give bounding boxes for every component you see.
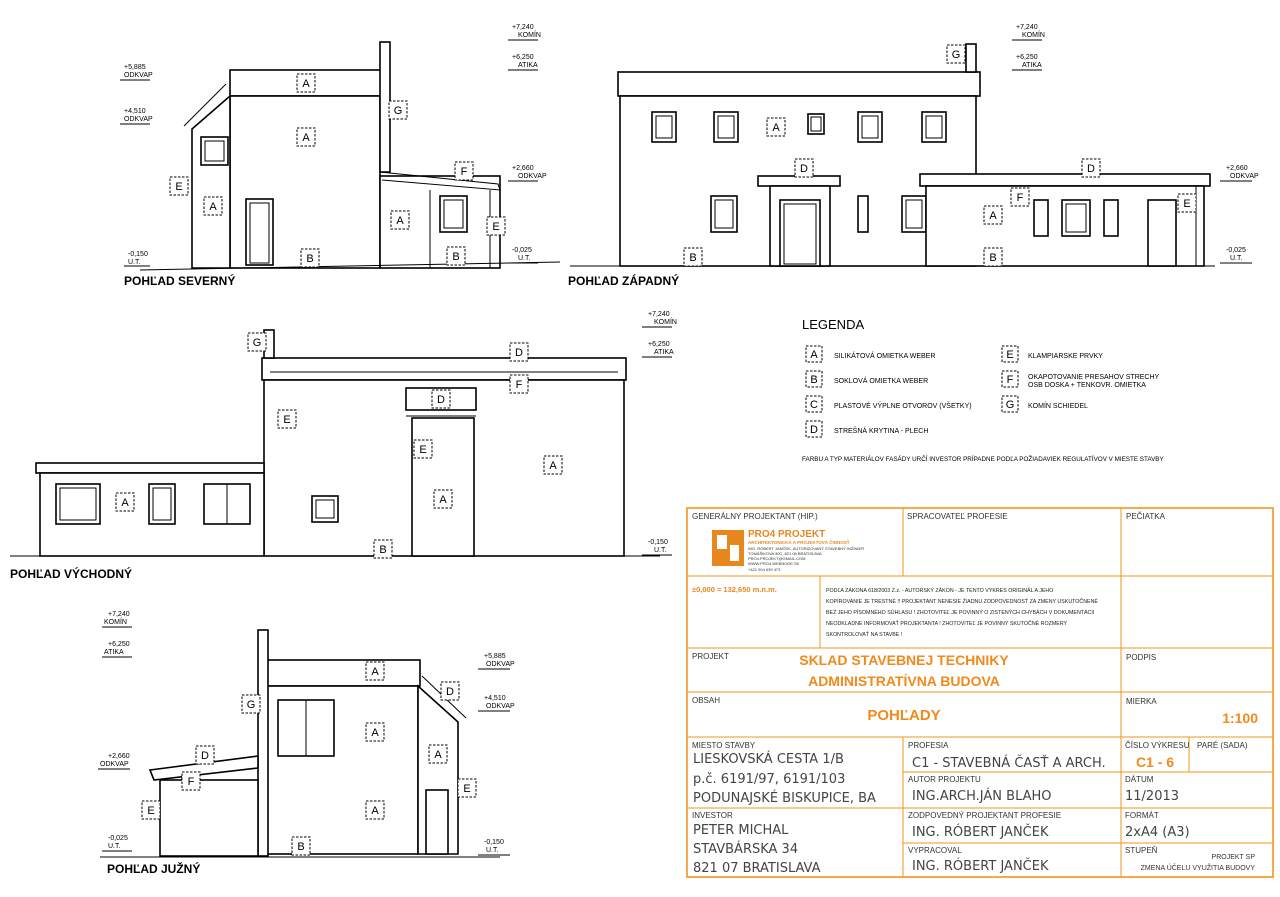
svg-text:E: E: [147, 805, 155, 817]
copy-label: PARÉ (SADA): [1197, 741, 1248, 750]
level-marker: [102, 835, 132, 851]
level-marker: [102, 641, 132, 657]
level-marker: [642, 539, 672, 555]
site-line: LIESKOVSKÁ CESTA 1/B: [693, 752, 844, 767]
logo-name: PRO4 PROJEKT: [748, 529, 826, 540]
svg-text:A: A: [209, 201, 217, 213]
legend-text-f-line2: OSB DOSKA + TENKOVR. OMIETKA: [1028, 382, 1146, 389]
content-label: OBSAH: [692, 696, 721, 705]
svg-text:B: B: [810, 374, 818, 386]
level-marker: [508, 54, 538, 70]
material-tag-g: [248, 333, 266, 351]
west-chimney: [966, 44, 976, 72]
date-label: DÁTUM: [1125, 775, 1154, 784]
east-low-wing-roof: [36, 463, 264, 473]
legend-item-f: [1002, 371, 1018, 387]
svg-text:A: A: [396, 215, 404, 227]
resp-label: ZODPOVEDNÝ PROJEKTANT PROFESIE: [908, 811, 1062, 820]
west-view-title: POHĽAD ZÁPADNÝ: [568, 274, 680, 288]
svg-text:D: D: [800, 163, 808, 175]
material-tag-b: [374, 540, 392, 558]
author-value: ING.ARCH.JÁN BLAHO: [912, 789, 1052, 804]
svg-text:ODKVAP: ODKVAP: [518, 173, 547, 180]
material-tag-a: [767, 118, 785, 136]
material-tag-a: [434, 490, 452, 508]
svg-text:D: D: [515, 347, 523, 359]
material-tag-e: [170, 177, 188, 195]
svg-text:ODKVAP: ODKVAP: [124, 72, 153, 79]
format-label: FORMÁT: [1125, 811, 1159, 820]
resp-value: ING. RÓBERT JANČEK: [912, 825, 1049, 840]
svg-text:-0,150: -0,150: [128, 251, 148, 258]
legal-line: SKONTROLOVAŤ NA STAVBE !: [826, 632, 903, 638]
svg-text:G: G: [1005, 399, 1015, 411]
svg-text:+6,250: +6,250: [512, 54, 534, 61]
legend-text-a: SILIKÁTOVÁ OMIETKA WEBER: [834, 353, 936, 360]
level-marker: [478, 653, 515, 669]
level-marker: [478, 839, 510, 855]
west-elevation: [570, 44, 1215, 266]
material-tag-a: [544, 456, 562, 474]
level-marker: [642, 311, 677, 327]
svg-text:A: A: [810, 349, 818, 361]
svg-text:+4,510: +4,510: [484, 695, 506, 702]
svg-text:D: D: [446, 686, 454, 698]
svg-text:C: C: [810, 399, 818, 411]
legend-text-b: SOKLOVÁ OMIETKA WEBER: [834, 378, 929, 385]
svg-text:A: A: [302, 78, 310, 90]
svg-text:E: E: [1006, 349, 1014, 361]
material-tag-b: [984, 248, 1002, 266]
svg-text:U.T.: U.T.: [128, 259, 141, 266]
svg-text:+7,240: +7,240: [648, 311, 670, 318]
svg-text:B: B: [297, 841, 305, 853]
svg-text:E: E: [1183, 198, 1191, 210]
legend-title: LEGENDA: [802, 317, 865, 332]
svg-text:A: A: [549, 460, 557, 472]
svg-text:+7,240: +7,240: [108, 611, 130, 618]
svg-text:D: D: [437, 394, 445, 406]
investor-label: INVESTOR: [692, 811, 733, 820]
svg-text:A: A: [439, 494, 447, 506]
material-tag-d: [1082, 159, 1100, 177]
svg-text:ATIKA: ATIKA: [518, 62, 538, 69]
prof-label: PROFESIA: [908, 741, 949, 750]
material-tag-b: [684, 248, 702, 266]
svg-text:U.T.: U.T.: [108, 843, 121, 850]
svg-text:U.T.: U.T.: [518, 255, 531, 262]
logo-line: +421 904 639 473: [748, 567, 781, 572]
svg-text:F: F: [1006, 374, 1014, 386]
svg-text:ATIKA: ATIKA: [104, 649, 124, 656]
legend-note: FARBU A TYP MATERIÁLOV FASÁDY URČÍ INVESTOR PRÍPADNE PODĽA POŽIADAVIEK REGULATÍVOV V MIESTE STAVBY: [802, 456, 1164, 463]
svg-text:G: G: [246, 699, 256, 711]
sign-label: PODPIS: [1126, 653, 1157, 662]
format-value: 2xA4 (A3): [1125, 825, 1190, 840]
logo-line: WWW.PRO4.WEBNODE.SK: [748, 561, 800, 566]
svg-text:-0,025: -0,025: [512, 247, 532, 254]
svg-text:D: D: [201, 750, 209, 762]
svg-text:KOMÍN: KOMÍN: [518, 32, 541, 39]
svg-text:A: A: [371, 805, 379, 817]
svg-text:U.T.: U.T.: [654, 547, 667, 554]
svg-text:B: B: [989, 252, 997, 264]
north-view-title: POHĽAD SEVERNÝ: [124, 274, 236, 288]
material-tag-b: [292, 837, 310, 855]
drafted-label: VYPRACOVAL: [908, 846, 962, 855]
level-marker: [508, 165, 547, 181]
svg-text:F: F: [187, 776, 195, 788]
south-chimney: [258, 630, 268, 856]
svg-text:F: F: [460, 166, 468, 178]
level-marker: [508, 24, 541, 40]
svg-text:+4,510: +4,510: [124, 108, 146, 115]
svg-text:ODKVAP: ODKVAP: [124, 116, 153, 123]
level-marker: [120, 64, 153, 80]
material-tag-g: [947, 45, 965, 63]
legend-item-c: [806, 396, 822, 412]
legend-item-b: [806, 371, 822, 387]
level-marker: [1220, 165, 1259, 181]
legal-line: KOPÍROVANIE JE TRESTNÉ !! PROJEKTANT NENESIE ŽIADNU ZODPOVEDNOSŤ ZA ZMENY USKUTOČNENÉ: [826, 599, 1098, 605]
svg-text:B: B: [379, 544, 387, 556]
svg-text:D: D: [1087, 163, 1095, 175]
legend-text-g: KOMÍN SCHIEDEL: [1028, 403, 1088, 410]
svg-text:ODKVAP: ODKVAP: [486, 661, 515, 668]
svg-text:ATIKA: ATIKA: [654, 349, 674, 356]
legal-line: NEODKLADNE INFORMOVAŤ PROJEKTANTA ! ZHOTOVITEĽ JE POVINNÝ SKUTOČNÉ ROZMERY: [826, 621, 1068, 627]
logo-line: TOMÁŠIKOVA 30C, 821 06 BRATISLAVA: [748, 551, 822, 556]
level-marker: [102, 611, 132, 627]
drafted-value: ING. RÓBERT JANČEK: [912, 859, 1049, 874]
material-tag-e: [458, 779, 476, 797]
material-tag-g: [389, 101, 407, 119]
site-label: MIESTO STAVBY: [692, 741, 756, 750]
scale-label: MIERKA: [1126, 697, 1157, 706]
svg-text:U.T.: U.T.: [486, 847, 499, 854]
designer-label: GENERÁLNY PROJEKTANT (HIP.): [692, 512, 818, 521]
svg-text:B: B: [306, 253, 314, 265]
svg-text:+2,660: +2,660: [108, 753, 130, 760]
material-tag-a: [297, 74, 315, 92]
material-tag-e: [278, 410, 296, 428]
svg-text:+2,660: +2,660: [1226, 165, 1248, 172]
material-tag-d: [432, 390, 450, 408]
svg-text:A: A: [371, 727, 379, 739]
level-marker: [642, 341, 674, 357]
svg-text:B: B: [452, 251, 460, 263]
east-attic: [262, 358, 626, 380]
project-line1: SKLAD STAVEBNEJ TECHNIKY: [799, 652, 1009, 668]
legend-text-c: PLASTOVÉ VÝPLNE OTVOROV (VŠETKY): [834, 403, 972, 410]
svg-text:-0,150: -0,150: [648, 539, 668, 546]
legal-line: PODĽA ZÁKONA 618/2003 Z.z. - AUTORSKÝ ZÁKON - JE TENTO VÝKRES ORIGINÁL A JEHO: [826, 588, 1054, 594]
author-label: AUTOR PROJEKTU: [908, 775, 981, 784]
svg-text:KOMÍN: KOMÍN: [654, 319, 677, 326]
svg-text:G: G: [252, 337, 262, 349]
material-tag-f: [1011, 188, 1029, 206]
material-tag-a: [366, 801, 384, 819]
svg-text:+5,885: +5,885: [124, 64, 146, 71]
south-attic: [266, 660, 420, 686]
svg-text:E: E: [463, 783, 471, 795]
material-tag-a: [366, 662, 384, 680]
east-elevation: [10, 330, 660, 556]
svg-text:A: A: [371, 666, 379, 678]
date-value: 11/2013: [1125, 789, 1180, 804]
zero-level: ±0,000 = 132,650 m.n.m.: [692, 585, 777, 594]
level-marker: [120, 108, 153, 124]
svg-text:B: B: [689, 252, 697, 264]
material-tag-f: [455, 162, 473, 180]
svg-text:+2,660: +2,660: [512, 165, 534, 172]
svg-text:A: A: [434, 749, 442, 761]
legend: [802, 317, 1164, 463]
site-line: PODUNAJSKÉ BISKUPICE, BA: [693, 791, 876, 806]
svg-text:+6,250: +6,250: [648, 341, 670, 348]
logo-line: ING. RÓBERT JANČEK, AUTORIZOVANÝ STAVEBNÝ INŽINIER: [748, 546, 865, 551]
south-door: [426, 790, 448, 854]
legend-text-e: KLAMPIARSKE PRVKY: [1028, 353, 1103, 360]
svg-text:+6,250: +6,250: [108, 641, 130, 648]
material-tag-a: [429, 745, 447, 763]
svg-text:E: E: [175, 181, 183, 193]
drawing-no-value: C1 - 6: [1135, 754, 1175, 770]
svg-text:A: A: [772, 122, 780, 134]
level-marker: [1012, 54, 1042, 70]
south-left-wing: [160, 780, 258, 856]
material-tag-d: [510, 343, 528, 361]
level-marker: [1220, 247, 1252, 263]
material-tag-b: [301, 249, 319, 267]
stage-line1: PROJEKT SP: [1211, 854, 1255, 861]
svg-text:G: G: [393, 105, 403, 117]
logo-sub: ARCHITEKTONICKÁ A PROJEKTOVÁ ČINNOSŤ: [748, 540, 850, 545]
svg-text:U.T.: U.T.: [1230, 255, 1243, 262]
legend-text-d: STREŠNÁ KRYTINA - PLECH: [834, 428, 929, 435]
prof-value: C1 - STAVEBNÁ ČASŤ A ARCH.: [912, 756, 1106, 771]
legend-item-g: [1002, 396, 1018, 412]
pro4-logo: [712, 529, 864, 572]
material-tag-d: [795, 159, 813, 177]
project-line2: ADMINISTRATÍVNA BUDOVA: [808, 673, 1000, 689]
stage-line2: ZMENA ÚČELU VYUŽITIA BUDOVY: [1140, 865, 1255, 872]
investor-line: PETER MICHAL: [693, 823, 789, 838]
svg-text:E: E: [492, 221, 500, 233]
logo-line: PRO4.PROJEKT@GMAIL.COM: [748, 556, 806, 561]
svg-text:E: E: [283, 414, 291, 426]
svg-text:+7,240: +7,240: [1016, 24, 1038, 31]
east-view-title: POHĽAD VÝCHODNÝ: [10, 567, 133, 581]
level-marker: [124, 251, 150, 266]
svg-text:F: F: [515, 379, 523, 391]
svg-text:ATIKA: ATIKA: [1022, 62, 1042, 69]
svg-text:+5,885: +5,885: [484, 653, 506, 660]
level-marker: [508, 247, 538, 263]
material-tag-a: [116, 493, 134, 511]
material-tag-f: [510, 375, 528, 393]
svg-text:ODKVAP: ODKVAP: [100, 761, 129, 768]
legend-item-e: [1002, 346, 1018, 362]
material-tag-d: [196, 746, 214, 764]
material-tag-e: [142, 801, 160, 819]
south-view-title: POHĽAD JUŽNÝ: [107, 862, 201, 876]
svg-text:KOMÍN: KOMÍN: [104, 619, 127, 626]
west-low-wing-roof: [920, 174, 1210, 186]
svg-text:-0,025: -0,025: [1226, 247, 1246, 254]
level-marker: [478, 695, 515, 711]
legend-text-f-line1: OKAPOTOVANIE PRESAHOV STRECHY: [1028, 374, 1160, 381]
drawing-no-label: ČÍSLO VÝKRESU: [1125, 741, 1190, 750]
svg-text:A: A: [121, 497, 129, 509]
svg-text:+6,250: +6,250: [1016, 54, 1038, 61]
material-tag-d: [441, 682, 459, 700]
material-tag-g: [242, 695, 260, 713]
material-tag-f: [182, 772, 200, 790]
west-side-door: [1148, 200, 1176, 266]
site-line: p.č. 6191/97, 6191/103: [693, 772, 846, 787]
svg-text:ODKVAP: ODKVAP: [1230, 173, 1259, 180]
material-tag-a: [297, 128, 315, 146]
material-tag-e: [1178, 194, 1196, 212]
material-tag-a: [984, 206, 1002, 224]
material-tag-b: [447, 247, 465, 265]
material-tag-e: [487, 217, 505, 235]
stage-label: STUPEŇ: [1125, 846, 1158, 855]
svg-text:KOMÍN: KOMÍN: [1022, 32, 1045, 39]
west-entrance-door: [780, 200, 820, 266]
svg-text:G: G: [951, 49, 961, 61]
project-label: PROJEKT: [692, 652, 729, 661]
legend-item-d: [806, 421, 822, 437]
stamp-label: PEČIATKA: [1126, 512, 1165, 521]
svg-text:F: F: [1016, 192, 1024, 204]
south-elevation: [100, 630, 500, 857]
svg-text:E: E: [419, 444, 427, 456]
svg-text:D: D: [810, 424, 818, 436]
investor-line: 821 07 BRATISLAVA: [693, 861, 821, 876]
material-tag-e: [414, 440, 432, 458]
north-elevation: [140, 42, 560, 270]
svg-text:A: A: [302, 132, 310, 144]
svg-text:+7,240: +7,240: [512, 24, 534, 31]
profession-label: SPRACOVATEĽ PROFESIE: [907, 512, 1008, 521]
svg-text:-0,025: -0,025: [108, 835, 128, 842]
north-left-wing: [192, 96, 230, 268]
svg-text:ODKVAP: ODKVAP: [486, 703, 515, 710]
level-marker: [1012, 24, 1045, 40]
scale-value: 1:100: [1222, 710, 1258, 726]
legal-line: BEZ JEHO PÍSOMNÉHO SÚHLASU ! ZHOTOVITEĽ JE POVINNÝ O ZISTENÝCH CHYBÁCH V DOKUMENTÁCII: [826, 610, 1095, 616]
title-block: [687, 508, 1273, 877]
material-tag-a: [391, 211, 409, 229]
investor-line: STAVBÁRSKA 34: [693, 842, 799, 857]
material-tag-a: [204, 197, 222, 215]
content-value: POHĽADY: [867, 707, 941, 724]
svg-text:-0,150: -0,150: [484, 839, 504, 846]
material-tag-a: [366, 723, 384, 741]
legend-item-a: [806, 346, 822, 362]
svg-text:A: A: [989, 210, 997, 222]
west-attic: [618, 72, 980, 96]
level-marker: [98, 753, 130, 769]
